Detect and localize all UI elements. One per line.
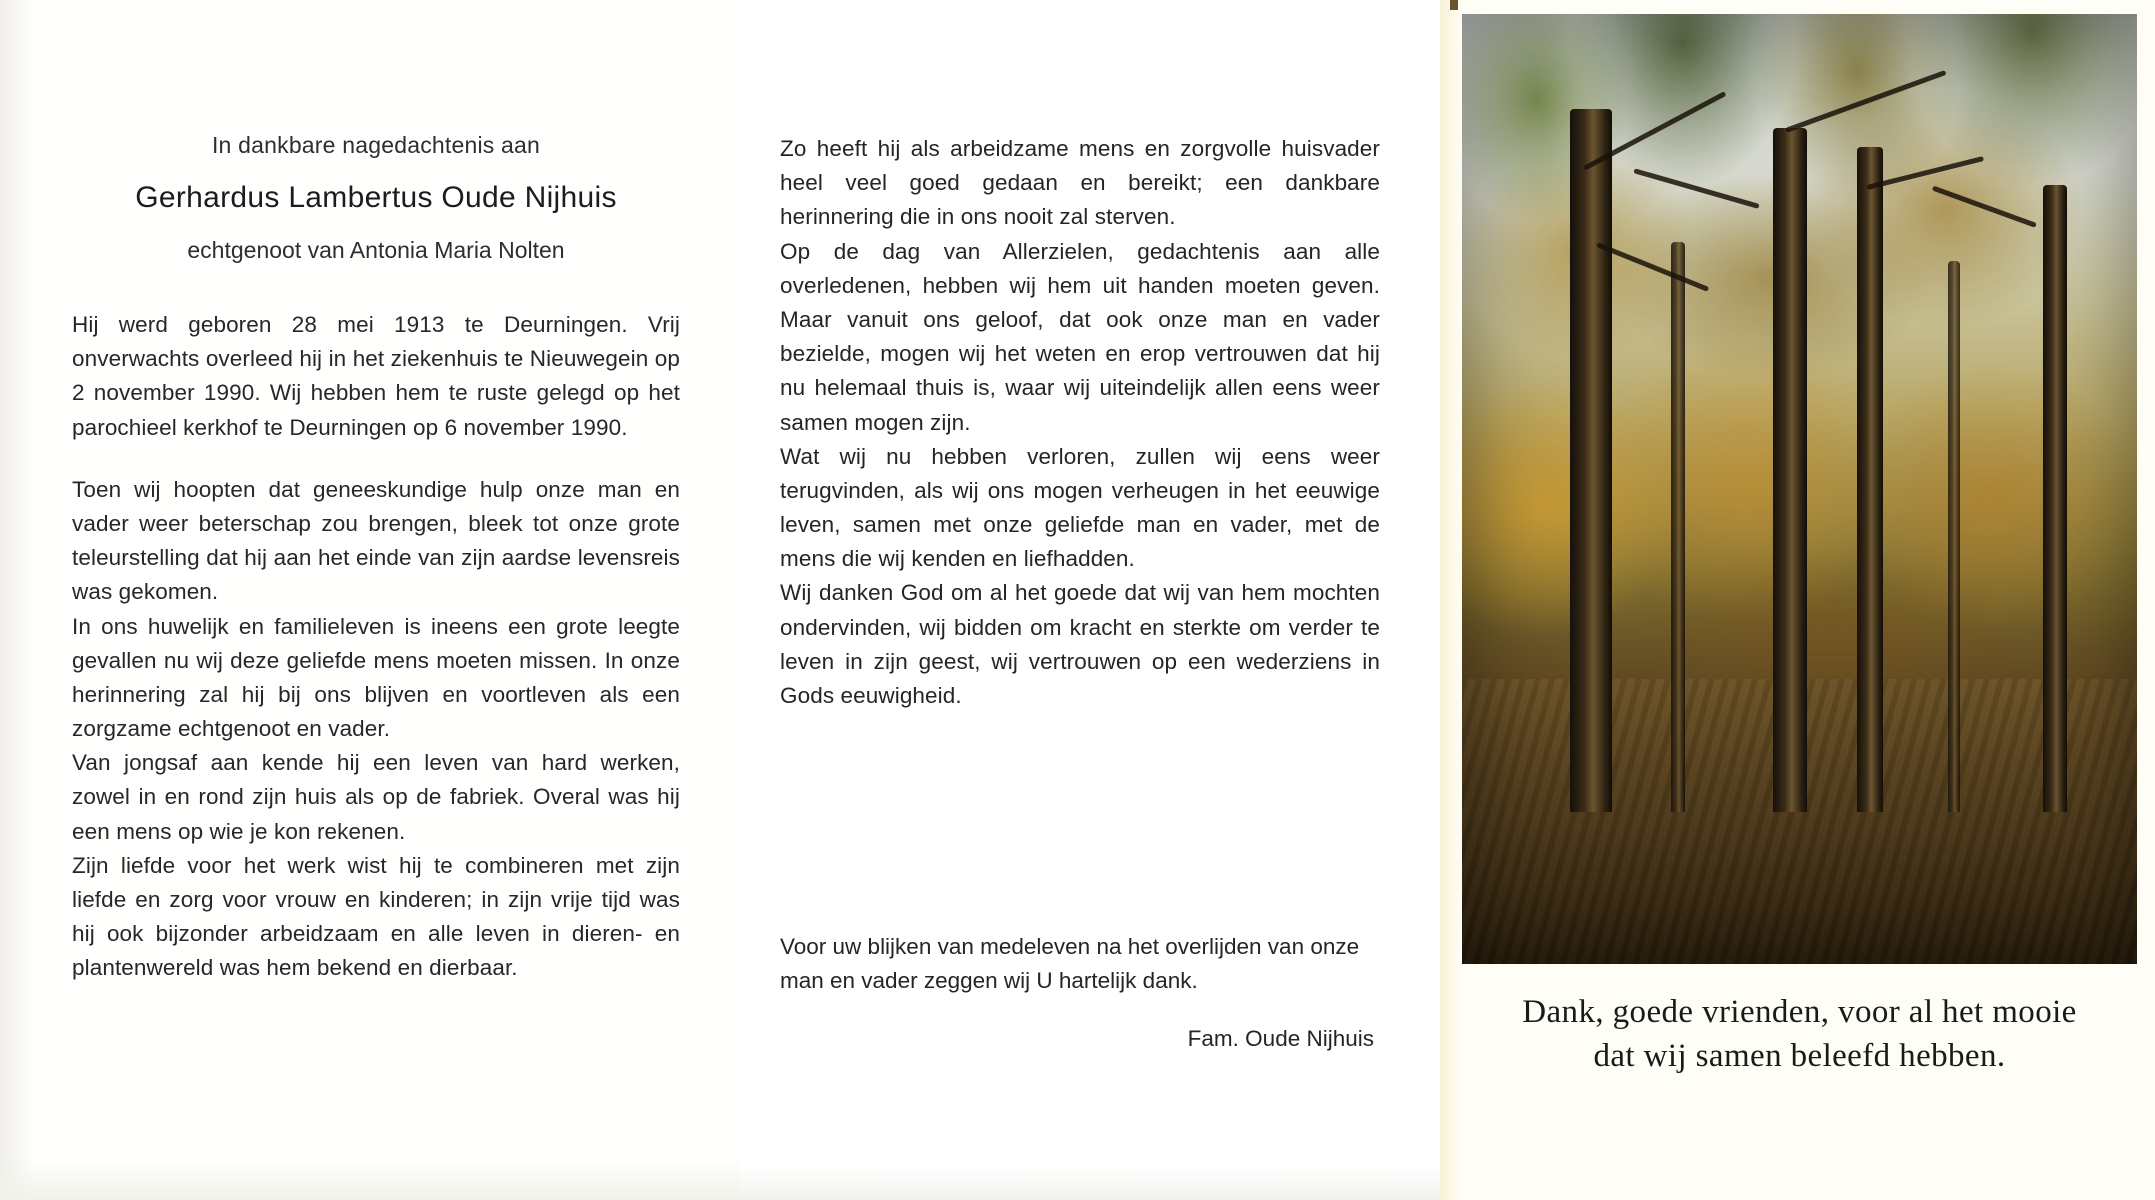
tree-trunk bbox=[2043, 185, 2067, 812]
caption-line-2: dat wij samen beleefd hebben. bbox=[1593, 1038, 2006, 1075]
left-paragraph-4: Van jongsaf aan kende hij een leven van hard werken, zowel in en rond zijn huis als op de fabriek. Overal was hij een mens op wie je kon rekenen. bbox=[72, 750, 680, 844]
thanks-block bbox=[780, 930, 1380, 1052]
middle-paragraph-4: Wij danken God om al het goede dat wij van hem mochten ondervinden, wij bidden om kracht en sterkte om verder te leven in zijn geest, wij vertrouwen op een wederziens in Gods eeuwigheid. bbox=[780, 580, 1380, 708]
thanks-text: Voor uw blijken van medeleven na het overlijden van onze man en vader zeggen wij U hartelijk dank. bbox=[780, 934, 1360, 994]
caption-line-1: Dank, goede vrienden, voor al het mooie bbox=[1522, 994, 2077, 1030]
spouse-line: echtgenoot van Antonia Maria Nolten bbox=[187, 237, 565, 263]
left-paragraph-2: Toen wij hoopten dat geneeskundige hulp onze man en vader weer beterschap zou brengen, bleek tot onze grote teleurstelling dat hij aan het einde van zijn aardse levensreis was gekomen. bbox=[72, 476, 680, 605]
tree-trunk bbox=[1773, 128, 1807, 812]
photo-caption bbox=[1462, 990, 2137, 1078]
left-paragraph-5: Zijn liefde voor het werk wist hij te combineren met zijn liefde en zorg voor vrouw en kinderen; in zijn vrije tijd was hij ook bijzonder arbeidzaam en alle leven in dieren- en plantenwereld was hem bekend en dierbaar. bbox=[72, 852, 680, 981]
left-paragraph-1: Hij werd geboren 28 mei 1913 te Deurningen. Vrij onverwachts overleed hij in het ziekenhuis te Nieuwegein op 2 november 1990. Wij hebben hem te ruste gelegd op het parochieel kerkhof te Deurningen op 6 november 1990. bbox=[72, 312, 680, 440]
tree-trunk bbox=[1857, 147, 1883, 812]
right-photo-panel bbox=[1440, 0, 2155, 1200]
middle-paragraph-1: Zo heeft hij als arbeidzame mens en zorgvolle huisvader heel veel goed gedaan en bereikt; een dankbare herinnering die in ons nooit zal sterven. bbox=[780, 136, 1380, 230]
tree-trunk bbox=[1671, 242, 1685, 812]
tree-trunk bbox=[1570, 109, 1612, 812]
autumn-forest-photo bbox=[1462, 14, 2137, 964]
dedication-line: In dankbare nagedachtenis aan bbox=[211, 132, 541, 158]
card-top-mark bbox=[1450, 0, 1458, 10]
left-text-panel bbox=[0, 0, 740, 1200]
panel-edge-glow bbox=[1440, 0, 1462, 1200]
family-signature: Fam. Oude Nijhuis bbox=[1187, 1026, 1374, 1052]
tree-trunk bbox=[1948, 261, 1960, 812]
middle-paragraph-2: Op de dag van Allerzielen, gedachtenis aan alle overledenen, hebben wij hem uit handen moeten geven. Maar vanuit ons geloof, dat ook onze man en vader bezielde, mogen wij het weten en erop vertrouwen dat hij nu helemaal thuis is, waar wij uiteindelijk allen eens weer samen mogen zijn. bbox=[780, 238, 1380, 435]
deceased-name: Gerhardus Lambertus Oude Nijhuis bbox=[135, 181, 617, 214]
middle-paragraph-3: Wat wij nu hebben verloren, zullen wij eens weer terugvinden, als wij ons mogen verheugen in het eeuwige leven, samen met onze geliefde man en vader, met de mens die wij kenden en liefhadden. bbox=[780, 443, 1380, 572]
middle-text-panel bbox=[740, 0, 1440, 1200]
left-paragraph-3: In ons huwelijk en familieleven is ineens een grote leegte gevallen nu wij deze geliefde mens moeten missen. In onze herinnering zal hij bij ons blijven en voortleven als een zorgzame echtgenoot en vader. bbox=[72, 613, 680, 742]
